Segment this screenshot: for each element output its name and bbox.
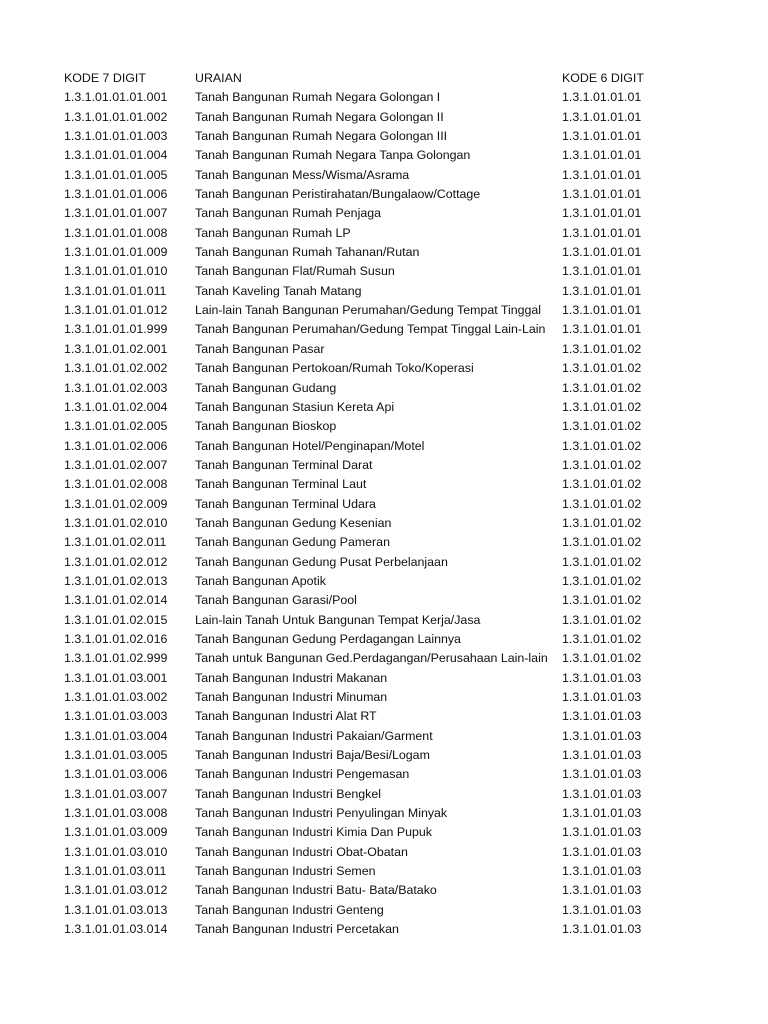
cell-kode-6-digit: 1.3.1.01.01.03 bbox=[562, 786, 642, 801]
cell-kode-7-digit: 1.3.1.01.01.02.005 bbox=[64, 419, 168, 434]
cell-kode-7-digit: 1.3.1.01.01.02.013 bbox=[64, 573, 168, 588]
cell-kode-6-digit: 1.3.1.01.01.01 bbox=[562, 322, 642, 337]
cell-kode-7-digit: 1.3.1.01.01.01.001 bbox=[64, 90, 168, 105]
cell-kode-6-digit: 1.3.1.01.01.02 bbox=[562, 341, 642, 356]
table-row bbox=[64, 127, 664, 146]
table-row bbox=[64, 901, 664, 920]
cell-uraian: Tanah Bangunan Mess/Wisma/Asrama bbox=[195, 167, 410, 182]
cell-kode-6-digit: 1.3.1.01.01.02 bbox=[562, 399, 642, 414]
table-row bbox=[64, 649, 664, 668]
table-row bbox=[64, 514, 664, 533]
cell-kode-6-digit: 1.3.1.01.01.02 bbox=[562, 457, 642, 472]
cell-uraian: Tanah Bangunan Gedung Perdagangan Lainnya bbox=[195, 631, 461, 646]
cell-kode-6-digit: 1.3.1.01.01.01 bbox=[562, 129, 642, 144]
table-row bbox=[64, 611, 664, 630]
cell-kode-7-digit: 1.3.1.01.01.01.009 bbox=[64, 245, 168, 260]
cell-uraian: Lain-lain Tanah Bangunan Perumahan/Gedung Tempat Tinggal bbox=[195, 303, 542, 318]
cell-kode-6-digit: 1.3.1.01.01.02 bbox=[562, 419, 642, 434]
table-row bbox=[64, 224, 664, 243]
cell-uraian: Tanah Bangunan Industri Genteng bbox=[195, 902, 384, 917]
table-row bbox=[64, 591, 664, 610]
table-row bbox=[64, 437, 664, 456]
table-row bbox=[64, 108, 664, 127]
cell-uraian: Tanah Bangunan Gedung Pameran bbox=[195, 535, 390, 550]
table-row bbox=[64, 398, 664, 417]
cell-kode-6-digit: 1.3.1.01.01.01 bbox=[562, 187, 642, 202]
cell-uraian: Tanah Bangunan Industri Alat RT bbox=[195, 709, 377, 724]
table-row bbox=[64, 746, 664, 765]
table-row bbox=[64, 243, 664, 262]
cell-kode-7-digit: 1.3.1.01.01.01.003 bbox=[64, 129, 168, 144]
cell-kode-6-digit: 1.3.1.01.01.02 bbox=[562, 651, 642, 666]
cell-kode-6-digit: 1.3.1.01.01.03 bbox=[562, 690, 642, 704]
cell-kode-6-digit: 1.3.1.01.01.02 bbox=[562, 573, 642, 588]
cell-uraian: Tanah Bangunan Hotel/Penginapan/Motel bbox=[195, 438, 425, 453]
cell-kode-7-digit: 1.3.1.01.01.02.999 bbox=[64, 651, 168, 666]
header-kode-7-digit: KODE 7 DIGIT bbox=[64, 71, 146, 85]
table-row bbox=[64, 688, 664, 707]
cell-uraian: Tanah Bangunan Pertokoan/Rumah Toko/Koperasi bbox=[195, 361, 474, 376]
cell-uraian: Tanah untuk Bangunan Ged.Perdagangan/Perusahaan Lain-lain bbox=[195, 651, 548, 666]
cell-uraian: Tanah Bangunan Peristirahatan/Bungalaow/Cottage bbox=[195, 187, 481, 202]
table-row bbox=[64, 146, 664, 165]
cell-kode-6-digit: 1.3.1.01.01.02 bbox=[562, 438, 642, 453]
table-row bbox=[64, 707, 664, 726]
cell-kode-6-digit: 1.3.1.01.01.01 bbox=[562, 90, 642, 105]
table-row bbox=[64, 204, 664, 223]
cell-kode-6-digit: 1.3.1.01.01.03 bbox=[562, 709, 642, 724]
cell-kode-6-digit: 1.3.1.01.01.02 bbox=[562, 380, 642, 395]
cell-uraian: Tanah Kaveling Tanah Matang bbox=[195, 283, 362, 298]
table-row bbox=[64, 862, 664, 881]
cell-uraian: Tanah Bangunan Rumah Negara Tanpa Golongan bbox=[195, 148, 471, 163]
cell-kode-7-digit: 1.3.1.01.01.02.011 bbox=[64, 535, 167, 550]
cell-kode-7-digit: 1.3.1.01.01.01.004 bbox=[64, 148, 168, 163]
cell-kode-7-digit: 1.3.1.01.01.03.005 bbox=[64, 748, 168, 763]
cell-kode-7-digit: 1.3.1.01.01.02.006 bbox=[64, 438, 168, 453]
cell-kode-7-digit: 1.3.1.01.01.02.009 bbox=[64, 496, 168, 511]
cell-uraian: Tanah Bangunan Rumah Negara Golongan II bbox=[195, 109, 444, 124]
cell-kode-7-digit: 1.3.1.01.01.02.002 bbox=[64, 361, 168, 376]
cell-uraian: Tanah Bangunan Terminal Laut bbox=[195, 477, 367, 492]
cell-uraian: Tanah Bangunan Industri Penyulingan Minyak bbox=[195, 806, 448, 821]
cell-kode-6-digit: 1.3.1.01.01.03 bbox=[562, 902, 642, 917]
cell-uraian: Tanah Bangunan Rumah LP bbox=[195, 225, 351, 240]
cell-uraian: Tanah Bangunan Apotik bbox=[195, 573, 326, 588]
cell-kode-6-digit: 1.3.1.01.01.01 bbox=[562, 264, 642, 279]
cell-kode-6-digit: 1.3.1.01.01.02 bbox=[562, 477, 642, 492]
cell-uraian: Tanah Bangunan Industri Obat-Obatan bbox=[195, 844, 408, 859]
cell-kode-7-digit: 1.3.1.01.01.01.002 bbox=[64, 109, 168, 124]
cell-uraian: Tanah Bangunan Bioskop bbox=[195, 419, 337, 434]
cell-kode-7-digit: 1.3.1.01.01.01.012 bbox=[64, 303, 168, 318]
cell-kode-7-digit: 1.3.1.01.01.01.006 bbox=[64, 187, 168, 202]
table-row bbox=[64, 804, 664, 823]
cell-kode-6-digit: 1.3.1.01.01.02 bbox=[562, 535, 642, 550]
table-row bbox=[64, 301, 664, 320]
table-row bbox=[64, 379, 664, 398]
cell-kode-6-digit: 1.3.1.01.01.01 bbox=[562, 245, 642, 260]
cell-uraian: Tanah Bangunan Industri Minuman bbox=[195, 690, 388, 704]
header-kode-6-digit: KODE 6 DIGIT bbox=[562, 71, 644, 85]
cell-uraian: Tanah Bangunan Industri Pengemasan bbox=[195, 767, 410, 782]
table-row bbox=[64, 920, 664, 939]
cell-uraian: Tanah Bangunan Industri Bengkel bbox=[195, 786, 381, 801]
cell-kode-7-digit: 1.3.1.01.01.01.010 bbox=[64, 264, 168, 279]
cell-kode-6-digit: 1.3.1.01.01.03 bbox=[562, 806, 642, 821]
cell-uraian: Tanah Bangunan Rumah Negara Golongan I bbox=[195, 90, 441, 105]
cell-kode-7-digit: 1.3.1.01.01.03.009 bbox=[64, 825, 168, 840]
table-row bbox=[64, 185, 664, 204]
cell-uraian: Tanah Bangunan Gedung Kesenian bbox=[195, 515, 392, 530]
cell-uraian: Tanah Bangunan Gudang bbox=[195, 380, 337, 395]
cell-uraian: Lain-lain Tanah Untuk Bangunan Tempat Kerja/Jasa bbox=[195, 612, 481, 627]
cell-uraian: Tanah Bangunan Industri Baja/Besi/Logam bbox=[195, 748, 430, 763]
cell-kode-7-digit: 1.3.1.01.01.02.004 bbox=[64, 399, 168, 414]
cell-uraian: Tanah Bangunan Garasi/Pool bbox=[195, 593, 357, 608]
cell-kode-7-digit: 1.3.1.01.01.02.007 bbox=[64, 457, 168, 472]
cell-kode-7-digit: 1.3.1.01.01.02.012 bbox=[64, 554, 168, 569]
table-row bbox=[64, 630, 664, 649]
table-header-row bbox=[64, 69, 664, 88]
table-row bbox=[64, 417, 664, 436]
table-row bbox=[64, 823, 664, 842]
cell-uraian: Tanah Bangunan Industri Batu- Bata/Batako bbox=[195, 883, 437, 898]
cell-kode-7-digit: 1.3.1.01.01.02.014 bbox=[64, 593, 168, 608]
cell-uraian: Tanah Bangunan Terminal Darat bbox=[195, 457, 373, 472]
table-row bbox=[64, 495, 664, 514]
cell-kode-6-digit: 1.3.1.01.01.01 bbox=[562, 206, 642, 221]
cell-uraian: Tanah Bangunan Terminal Udara bbox=[195, 496, 376, 511]
table-row bbox=[64, 843, 664, 862]
cell-uraian: Tanah Bangunan Stasiun Kereta Api bbox=[195, 399, 395, 414]
table-body bbox=[64, 88, 664, 939]
cell-kode-7-digit: 1.3.1.01.01.01.999 bbox=[64, 322, 168, 337]
cell-kode-6-digit: 1.3.1.01.01.02 bbox=[562, 496, 642, 511]
cell-kode-6-digit: 1.3.1.01.01.01 bbox=[562, 283, 642, 298]
cell-kode-7-digit: 1.3.1.01.01.01.011 bbox=[64, 283, 167, 298]
code-table bbox=[64, 69, 664, 939]
cell-uraian: Tanah Bangunan Industri Semen bbox=[195, 864, 376, 879]
cell-kode-6-digit: 1.3.1.01.01.01 bbox=[562, 225, 642, 240]
cell-kode-7-digit: 1.3.1.01.01.03.002 bbox=[64, 690, 168, 704]
cell-kode-6-digit: 1.3.1.01.01.03 bbox=[562, 767, 642, 782]
table-row bbox=[64, 572, 664, 591]
table-row bbox=[64, 533, 664, 552]
cell-kode-6-digit: 1.3.1.01.01.03 bbox=[562, 844, 642, 859]
cell-kode-6-digit: 1.3.1.01.01.02 bbox=[562, 515, 642, 530]
cell-uraian: Tanah Bangunan Gedung Pusat Perbelanjaan bbox=[195, 554, 448, 569]
table-row bbox=[64, 340, 664, 359]
cell-kode-6-digit: 1.3.1.01.01.01 bbox=[562, 109, 642, 124]
cell-kode-7-digit: 1.3.1.01.01.02.008 bbox=[64, 477, 168, 492]
cell-kode-6-digit: 1.3.1.01.01.02 bbox=[562, 361, 642, 376]
table-row bbox=[64, 166, 664, 185]
cell-kode-7-digit: 1.3.1.01.01.03.013 bbox=[64, 902, 168, 917]
cell-kode-6-digit: 1.3.1.01.01.03 bbox=[562, 748, 642, 763]
cell-kode-7-digit: 1.3.1.01.01.01.008 bbox=[64, 225, 168, 240]
cell-uraian: Tanah Bangunan Rumah Penjaga bbox=[195, 206, 382, 221]
cell-uraian: Tanah Bangunan Industri Kimia Dan Pupuk bbox=[195, 825, 432, 840]
cell-uraian: Tanah Bangunan Pasar bbox=[195, 341, 325, 356]
cell-uraian: Tanah Bangunan Industri Percetakan bbox=[195, 922, 399, 937]
cell-kode-6-digit: 1.3.1.01.01.03 bbox=[562, 825, 642, 840]
cell-kode-6-digit: 1.3.1.01.01.03 bbox=[562, 883, 642, 898]
table-row bbox=[64, 727, 664, 746]
cell-kode-6-digit: 1.3.1.01.01.01 bbox=[562, 167, 642, 182]
cell-uraian: Tanah Bangunan Rumah Tahanan/Rutan bbox=[195, 245, 420, 260]
table-row bbox=[64, 320, 664, 339]
cell-kode-6-digit: 1.3.1.01.01.02 bbox=[562, 593, 642, 608]
cell-kode-7-digit: 1.3.1.01.01.03.010 bbox=[64, 844, 168, 859]
cell-kode-7-digit: 1.3.1.01.01.03.012 bbox=[64, 883, 168, 898]
cell-kode-7-digit: 1.3.1.01.01.03.006 bbox=[64, 767, 168, 782]
cell-kode-7-digit: 1.3.1.01.01.02.015 bbox=[64, 612, 168, 627]
cell-kode-6-digit: 1.3.1.01.01.03 bbox=[562, 728, 642, 743]
table-row bbox=[64, 475, 664, 494]
cell-kode-6-digit: 1.3.1.01.01.01 bbox=[562, 148, 642, 163]
cell-kode-7-digit: 1.3.1.01.01.02.010 bbox=[64, 515, 168, 530]
cell-kode-6-digit: 1.3.1.01.01.02 bbox=[562, 554, 642, 569]
cell-kode-7-digit: 1.3.1.01.01.03.004 bbox=[64, 728, 168, 743]
table-row bbox=[64, 553, 664, 572]
table-row bbox=[64, 669, 664, 688]
table-row bbox=[64, 282, 664, 301]
table-row bbox=[64, 456, 664, 475]
table-row bbox=[64, 765, 664, 784]
cell-uraian: Tanah Bangunan Industri Pakaian/Garment bbox=[195, 728, 433, 743]
cell-kode-7-digit: 1.3.1.01.01.03.014 bbox=[64, 922, 168, 937]
cell-kode-7-digit: 1.3.1.01.01.02.016 bbox=[64, 631, 168, 646]
cell-kode-7-digit: 1.3.1.01.01.03.008 bbox=[64, 806, 168, 821]
cell-kode-6-digit: 1.3.1.01.01.02 bbox=[562, 612, 642, 627]
cell-kode-6-digit: 1.3.1.01.01.02 bbox=[562, 631, 642, 646]
cell-kode-7-digit: 1.3.1.01.01.03.003 bbox=[64, 709, 168, 724]
cell-kode-6-digit: 1.3.1.01.01.03 bbox=[562, 922, 642, 937]
table-row bbox=[64, 881, 664, 900]
cell-kode-7-digit: 1.3.1.01.01.01.007 bbox=[64, 206, 168, 221]
table-row bbox=[64, 785, 664, 804]
cell-kode-7-digit: 1.3.1.01.01.03.011 bbox=[64, 864, 167, 879]
cell-uraian: Tanah Bangunan Flat/Rumah Susun bbox=[195, 264, 395, 279]
table-row bbox=[64, 359, 664, 378]
cell-kode-7-digit: 1.3.1.01.01.02.001 bbox=[64, 341, 168, 356]
cell-kode-6-digit: 1.3.1.01.01.01 bbox=[562, 303, 642, 318]
cell-kode-7-digit: 1.3.1.01.01.03.001 bbox=[64, 670, 168, 685]
cell-kode-7-digit: 1.3.1.01.01.03.007 bbox=[64, 786, 168, 801]
cell-uraian: Tanah Bangunan Industri Makanan bbox=[195, 670, 388, 685]
cell-kode-6-digit: 1.3.1.01.01.03 bbox=[562, 670, 642, 685]
table-row bbox=[64, 262, 664, 281]
cell-uraian: Tanah Bangunan Rumah Negara Golongan III bbox=[195, 129, 448, 144]
cell-uraian: Tanah Bangunan Perumahan/Gedung Tempat Tinggal Lain-Lain bbox=[195, 322, 546, 337]
header-uraian: URAIAN bbox=[195, 71, 242, 85]
cell-kode-7-digit: 1.3.1.01.01.01.005 bbox=[64, 167, 168, 182]
table-row bbox=[64, 88, 664, 107]
cell-kode-6-digit: 1.3.1.01.01.03 bbox=[562, 864, 642, 879]
cell-kode-7-digit: 1.3.1.01.01.02.003 bbox=[64, 380, 168, 395]
